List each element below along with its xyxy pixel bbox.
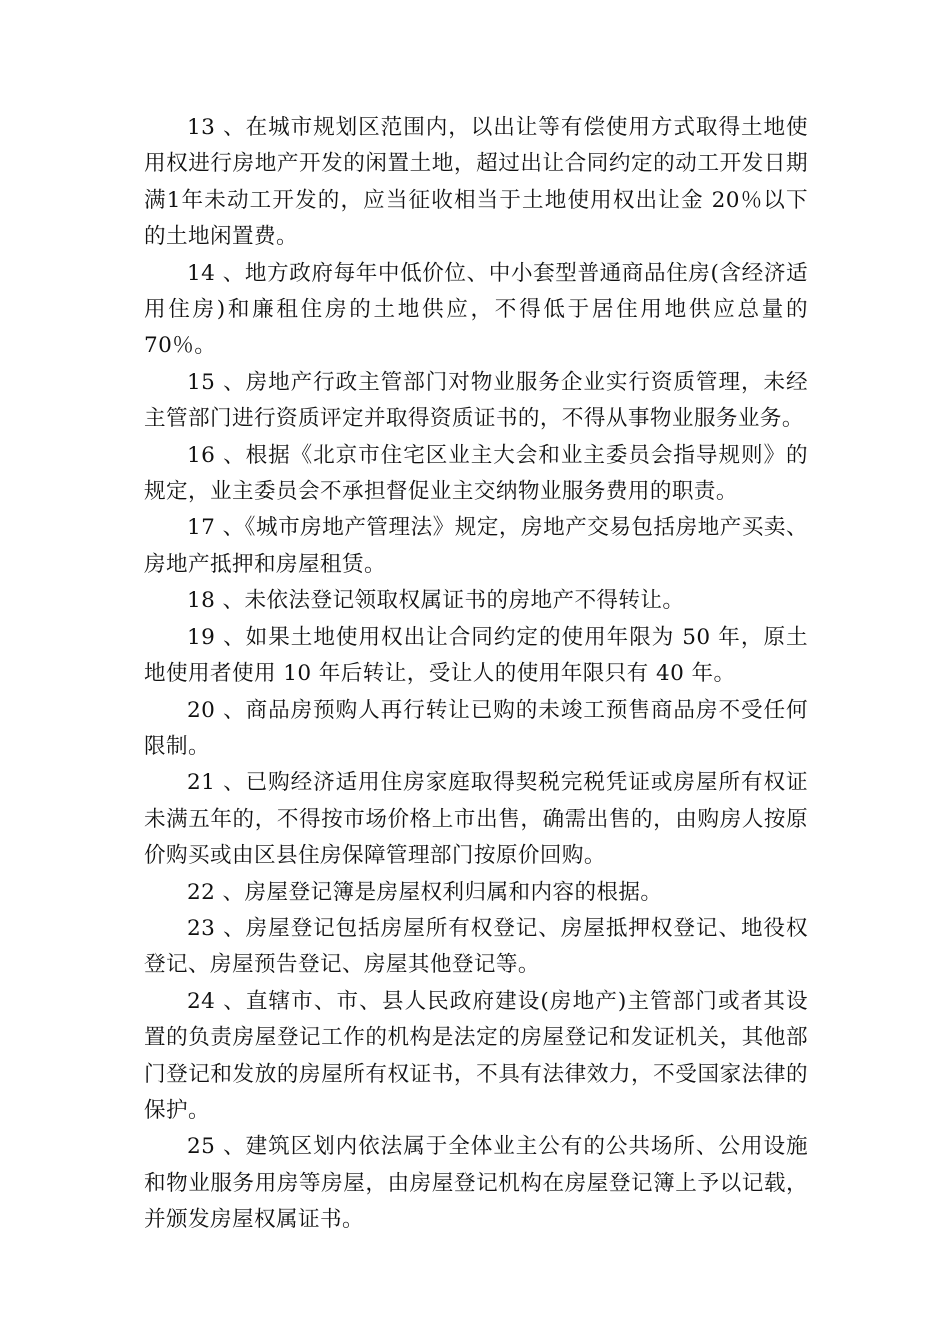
document-body xyxy=(144,110,808,1239)
paragraph-14: 14 、地方政府每年中低价位、中小套型普通商品住房(含经济适用住房)和廉租住房的土地供应，不得低于居住用地供应总量的 70％。 xyxy=(144,260,808,359)
paragraph-17: 17 、《城市房地产管理法》规定，房地产交易包括房地产买卖、房地产抵押和房屋租赁。 xyxy=(144,515,808,577)
paragraph-18: 18 、未依法登记领取权属证书的房地产不得转让。 xyxy=(187,588,685,614)
paragraph-13: 13 、在城市规划区范围内，以出让等有偿使用方式取得土地使用权进行房地产开发的闲置土地，超过出让合同约定的动工开发日期满1年未动工开发的，应当征收相当于土地使用权出让金 20％以下的土地闲置费。 xyxy=(144,115,808,250)
paragraph-24: 24 、直辖市、市、县人民政府建设(房地产)主管部门或者其设置的负责房屋登记工作的机构是法定的房屋登记和发证机关，其他部门登记和发放的房屋所有权证书，不具有法律效力，不受国家法律的保护。 xyxy=(144,988,808,1123)
paragraph-20: 20 、商品房预购人再行转让已购的未竣工预售商品房不受任何限制。 xyxy=(144,697,808,759)
paragraph-16: 16 、根据《北京市住宅区业主大会和业主委员会指导规则》的规定，业主委员会不承担督促业主交纳物业服务费用的职责。 xyxy=(144,442,808,505)
paragraph-23: 23 、房屋登记包括房屋所有权登记、房屋抵押权登记、地役权登记、房屋预告登记、房屋其他登记等。 xyxy=(144,915,808,978)
paragraph-25: 25 、建筑区划内依法属于全体业主公有的公共场所、公用设施和物业服务用房等房屋，由房屋登记机构在房屋登记簿上予以记载，并颁发房屋权属证书。 xyxy=(144,1134,808,1233)
paragraph-15: 15 、房地产行政主管部门对物业服务企业实行资质管理，未经主管部门进行资质评定并取得资质证书的，不得从事物业服务业务。 xyxy=(144,369,808,432)
paragraph-21: 21 、已购经济适用住房家庭取得契税完税凭证或房屋所有权证未满五年的，不得按市场价格上市出售，确需出售的，由购房人按原价购买或由区县住房保障管理部门按原价回购。 xyxy=(144,770,808,869)
paragraph-22: 22 、房屋登记簿是房屋权利归属和内容的根据。 xyxy=(187,879,663,905)
paragraph-19: 19 、如果土地使用权出让合同约定的使用年限为 50 年，原土地使用者使用 10 年后转让，受让人的使用年限只有 40 年。 xyxy=(144,624,808,687)
